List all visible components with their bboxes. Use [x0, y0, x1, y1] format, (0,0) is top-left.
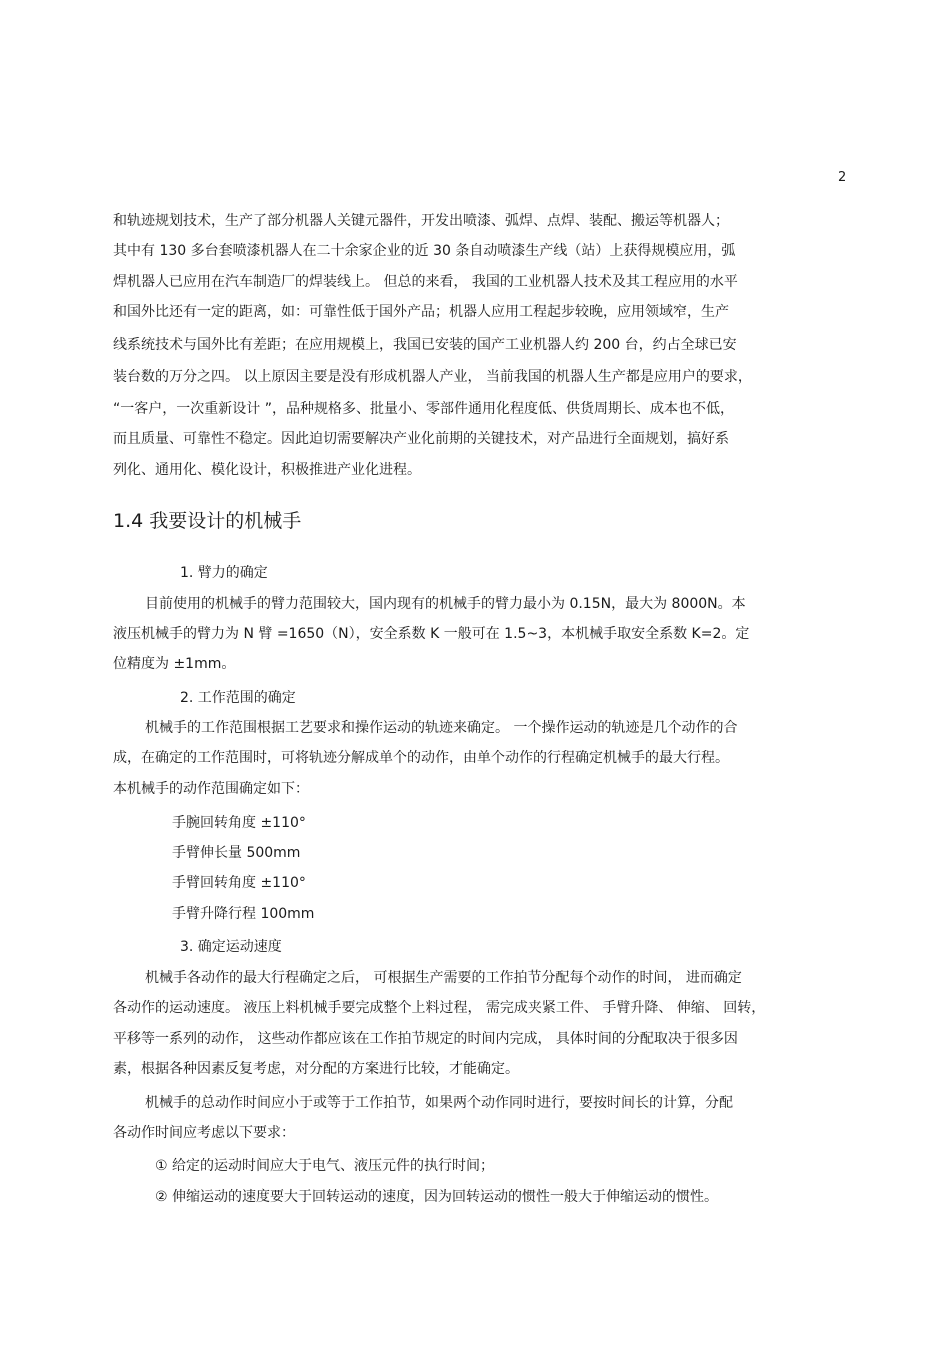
range-item: 手臂伸长量 500mm [172, 845, 301, 861]
requirement-item: ① 给定的运动时间应大于电气、液压元件的执行时间； [155, 1158, 494, 1174]
paragraph-line: 位精度为 ±1mm。 [113, 656, 236, 672]
paragraph-line: 素，根据各种因素反复考虑，对分配的方案进行比较，才能确定。 [113, 1061, 519, 1077]
paragraph-line: 成，在确定的工作范围时，可将轨迹分解成单个的动作，由单个动作的行程确定机械手的最大行程。 [113, 750, 729, 766]
intro-line: 和国外比还有一定的距离，如：可靠性低于国外产品；机器人应用工程起步较晚，应用领域窄，生产 [113, 304, 729, 320]
paragraph-line: 本机械手的动作范围确定如下： [113, 781, 309, 797]
intro-line: 其中有 130 多台套喷漆机器人在二十余家企业的近 30 条自动喷漆生产线（站）上获得规模应用，弧 [113, 243, 736, 259]
range-item: 手臂回转角度 ±110° [172, 875, 306, 891]
intro-line: “一客户，一次重新设计 ”，品种规格多、批量小、零部件通用化程度低、供货周期长、成本也不低， [113, 401, 734, 417]
intro-line: 焊机器人已应用在汽车制造厂的焊装线上。 但总的来看， 我国的工业机器人技术及其工程应用的水平 [113, 274, 738, 290]
intro-line: 列化、通用化、模化设计，积极推进产业化进程。 [113, 462, 421, 478]
intro-line: 而且质量、可靠性不稳定。因此迫切需要解决产业化前期的关键技术，对产品进行全面规划，搞好系 [113, 431, 729, 447]
subsection-heading-arm-force: 1. 臂力的确定 [180, 565, 268, 581]
paragraph-line: 液压机械手的臂力为 N 臂 =1650（N），安全系数 K 一般可在 1.5~3，本机械手取安全系数 K=2。定 [113, 626, 750, 642]
subsection-heading-speed: 3. 确定运动速度 [180, 939, 282, 955]
range-item: 手臂升降行程 100mm [172, 906, 315, 922]
subsection-heading-work-range: 2. 工作范围的确定 [180, 690, 296, 706]
section-heading: 1.4 我要设计的机械手 [113, 510, 302, 532]
paragraph-line: 机械手的总动作时间应小于或等于工作拍节，如果两个动作同时进行，要按时间长的计算，分配 [145, 1095, 733, 1111]
paragraph-line: 各动作时间应考虑以下要求： [113, 1125, 295, 1141]
intro-line: 装台数的万分之四。 以上原因主要是没有形成机器人产业， 当前我国的机器人生产都是应用户的要求， [113, 369, 752, 385]
range-item: 手腕回转角度 ±110° [172, 815, 306, 831]
page-number: 2 [838, 170, 847, 185]
intro-line: 线系统技术与国外比有差距；在应用规模上，我国已安装的国产工业机器人约 200 台，约占全球已安 [113, 337, 737, 353]
paragraph-line: 机械手的工作范围根据工艺要求和操作运动的轨迹来确定。 一个操作运动的轨迹是几个动作的合 [145, 720, 738, 736]
paragraph-line: 各动作的运动速度。 液压上料机械手要完成整个上料过程， 需完成夹紧工件、 手臂升降、 伸缩、 回转， [113, 1000, 766, 1016]
paragraph-line: 平移等一系列的动作， 这些动作都应该在工作拍节规定的时间内完成， 具体时间的分配取决于很多因 [113, 1031, 738, 1047]
paragraph-line: 机械手各动作的最大行程确定之后， 可根据生产需要的工作拍节分配每个动作的时间， 进而确定 [145, 970, 742, 986]
intro-line: 和轨迹规划技术，生产了部分机器人关键元器件，开发出喷漆、弧焊、点焊、装配、搬运等机器人； [113, 213, 729, 229]
requirement-item: ② 伸缩运动的速度要大于回转运动的速度，因为回转运动的惯性一般大于伸缩运动的惯性。 [155, 1189, 718, 1205]
paragraph-line: 目前使用的机械手的臂力范围较大，国内现有的机械手的臂力最小为 0.15N，最大为 8000N。本 [145, 596, 746, 612]
